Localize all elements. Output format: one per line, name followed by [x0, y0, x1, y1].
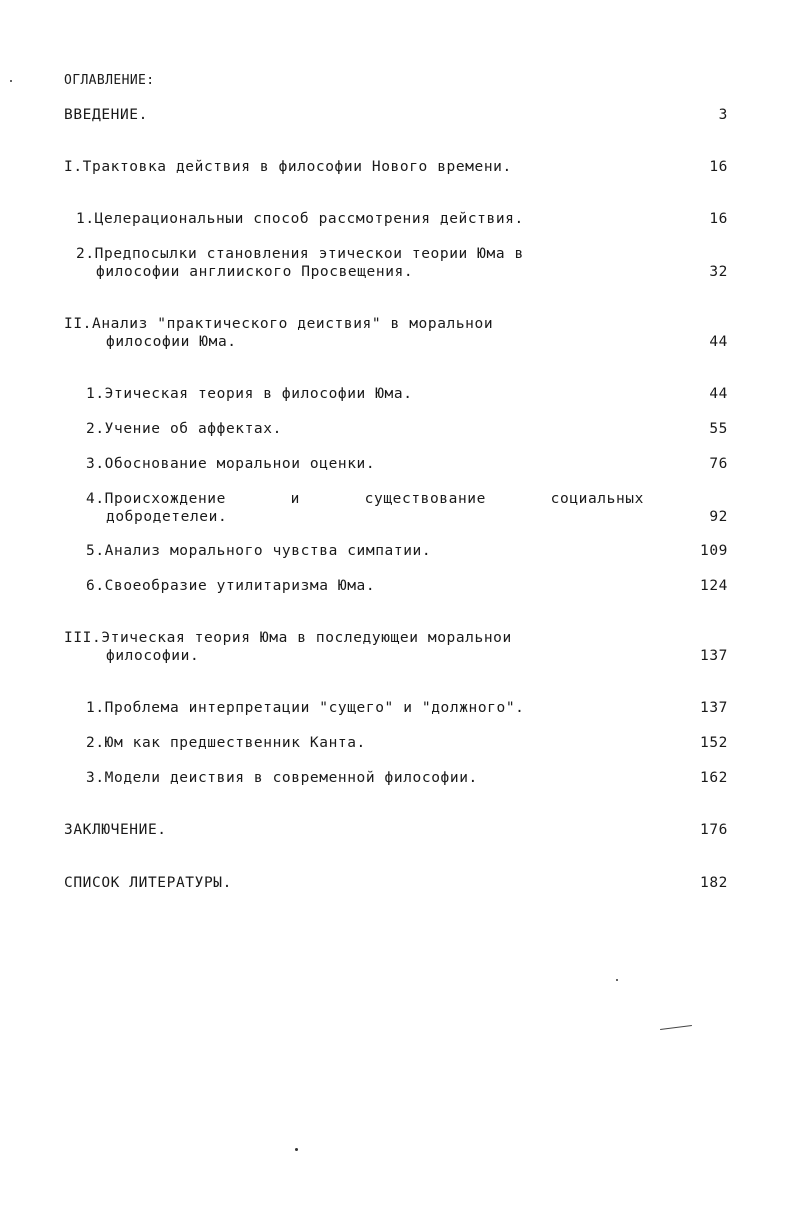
entry-page: 176	[700, 822, 728, 838]
entry-page: 137	[700, 648, 728, 664]
entry-page: 182	[700, 875, 728, 891]
entry-page: 137	[700, 700, 728, 716]
entry-page: 16	[709, 159, 728, 175]
entry-title: 1.Целерациональныи способ рассмотрения действия.	[76, 211, 524, 227]
entry-title: ВВЕДЕНИЕ.	[64, 107, 148, 123]
entry-page: 55	[709, 421, 728, 437]
entry-page: 76	[709, 456, 728, 472]
entry-page: 162	[700, 770, 728, 786]
entry-title: 3.Модели деиствия в современной философии.	[86, 770, 478, 786]
scan-speck	[10, 80, 12, 82]
entry-page: 109	[700, 543, 728, 559]
entry-page: 32	[709, 264, 728, 280]
entry-title-line1: II.Анализ "практического деиствия" в моральнои	[64, 316, 494, 332]
entry-title-line1: 2.Предпосылки становления этическои теории Юма в	[76, 246, 524, 262]
scan-speck	[295, 1148, 298, 1151]
entry-title: 2.Юм как предшественник Канта.	[86, 735, 366, 751]
entry-title: 3.Обоснование моральнои оценки.	[86, 456, 376, 472]
entry-title-line2: философии англииского Просвещения.	[96, 264, 414, 280]
entry-page: 16	[709, 211, 728, 227]
scan-speck	[616, 979, 618, 981]
entry-title-line2: философии Юма.	[106, 334, 237, 350]
scan-scratch	[660, 1025, 692, 1030]
entry-title: 2.Учение об аффектах.	[86, 421, 282, 437]
entry-title: 1.Проблема интерпретации "сущего" и "должного".	[86, 700, 525, 716]
entry-title-line2: философии.	[106, 648, 200, 664]
entry-title-line1	[86, 490, 644, 508]
word: и	[290, 491, 300, 507]
entry-title-line2: добродетелеи.	[106, 509, 228, 525]
entry-title-line1: III.Этическая теория Юма в последующеи моральнои	[64, 630, 512, 646]
word: существование	[364, 491, 486, 507]
entry-page: 152	[700, 735, 728, 751]
page-title: ОГЛАВЛЕНИЕ:	[64, 73, 155, 88]
entry-title: СПИСОК ЛИТЕРАТУРЫ.	[64, 875, 232, 891]
entry-page: 44	[709, 334, 728, 350]
entry-page: 92	[709, 509, 728, 525]
word: социальных	[550, 491, 644, 507]
entry-title: 1.Этическая теория в философии Юма.	[86, 386, 413, 402]
entry-page: 44	[709, 386, 728, 402]
entry-title: 5.Анализ морального чувства симпатии.	[86, 543, 432, 559]
entry-page: 124	[700, 578, 728, 594]
entry-title: 6.Своеобразие утилитаризма Юма.	[86, 578, 376, 594]
entry-page: 3	[718, 107, 728, 123]
word: 4.Происхождение	[86, 491, 226, 507]
entry-title: I.Трактовка действия в философии Нового времени.	[64, 159, 512, 175]
entry-title: ЗАКЛЮЧЕНИЕ.	[64, 822, 167, 838]
